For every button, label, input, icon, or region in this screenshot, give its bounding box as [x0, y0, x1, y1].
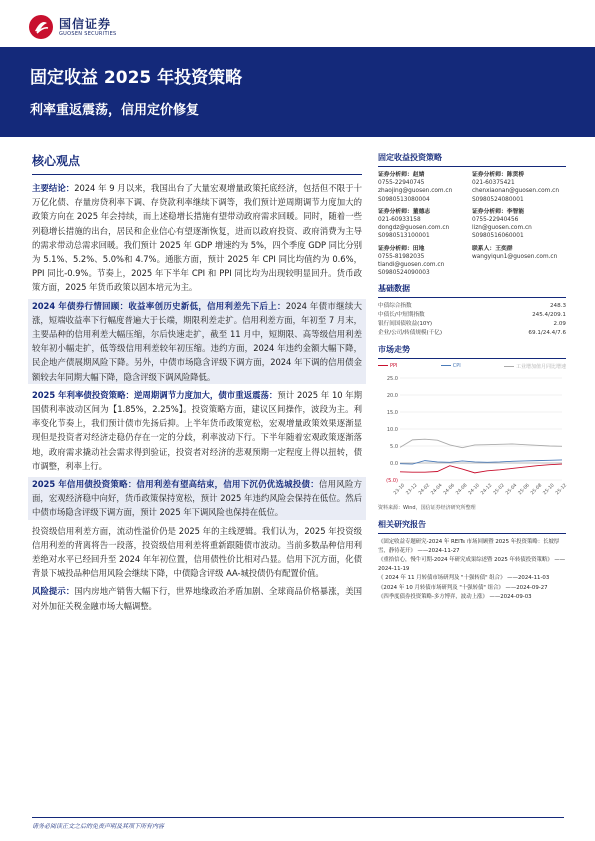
- paragraph-text: 预计 2025 年 10 年期国债利率波动区间为【1.85%，2.25%】。投资策略方面，建议区间操作，波段为主。利率变化节奏上，我们预计债市先扬后抑。上半年货币政策宽松，宏观增量政策效果逐渐显现但是投资者对经济走稳仍存在一定的分歧，利率波动下行。下半年随着宏观政策逐渐落地，政府需求撬动社会需求得到验证，投资者对经济的悲观预期一定程度上得以扭转，债市调整，利率上行。: [32, 389, 362, 471]
- analyst-lab: 联系人：王奕群: [472, 245, 513, 252]
- paragraph-keyword: 风险提示：: [32, 586, 75, 597]
- x-tick-label: 24-12: [480, 483, 494, 497]
- sidebar: [378, 152, 569, 603]
- basic-data-value: 248.3: [549, 303, 566, 310]
- related-report-link[interactable]: 《四季度债券投资策略-多方博弈，波动上涨》 ——2024-09-03: [378, 594, 532, 601]
- paragraph-text: 国内房地产销售大幅下行，世界地缘政治矛盾加剧、全球商品价格暴涨，美国对外加征关税金融市场大幅调整。: [32, 586, 362, 611]
- x-tick-label: 25-04: [505, 483, 519, 497]
- x-tick-label: 24-08: [455, 483, 469, 497]
- basic-data-key: 银行间国债收益(10Y): [378, 321, 433, 328]
- legend-ppi: PPI: [378, 363, 398, 370]
- x-tick-label: 25-08: [530, 483, 544, 497]
- brand-logo: [28, 14, 117, 40]
- legend-industrial: 工业增加值月同比增速: [504, 363, 566, 370]
- analyst-card: [378, 208, 472, 241]
- related-report-link[interactable]: 《重拾信心，慢牛可期-2024 年研究成果综述暨 2025 年转债投资策略》 ——2024-11-19: [378, 557, 566, 572]
- series-line: [400, 440, 562, 449]
- y-tick-label: 15.0: [386, 410, 398, 417]
- core-paragraph: [32, 181, 362, 295]
- related-report-link[interactable]: 《固定收益专题研究-2024 年 REITs 市场回顾暨 2025 年投资策略：长坡厚雪，静待花开》 ——2024-11-27: [378, 539, 560, 554]
- footer-divider: [32, 817, 564, 818]
- chart-svg: [378, 372, 569, 502]
- analyst-cert: S0980524080001: [472, 196, 524, 203]
- market-trend-chart: [378, 372, 569, 502]
- market-trend-title: 市场走势: [378, 344, 566, 359]
- title-banner: [0, 47, 595, 137]
- analyst-card: [378, 171, 472, 204]
- y-tick-label: 20.0: [386, 393, 398, 400]
- legend-cpi: CPI: [441, 363, 461, 370]
- strategy-title: 固定收益投资策略: [378, 152, 566, 167]
- report-title: 固定收益 2025 年投资策略: [30, 68, 243, 88]
- basic-data-key: 企业/公司/转债规模(千亿): [378, 330, 443, 337]
- brand-name-en: GUOSEN SECURITIES: [59, 30, 117, 37]
- basic-data-table: [378, 302, 566, 338]
- core-paragraph: [32, 388, 362, 473]
- analyst-cert: S0980513080004: [378, 196, 430, 203]
- basic-data-value: 245.4/209.1: [532, 312, 566, 319]
- analyst-card: [378, 245, 472, 278]
- analyst-email[interactable]: dongdz@guosen.com.cn: [378, 225, 450, 232]
- basic-data-key: 中债长/中短期指数: [378, 312, 425, 319]
- basic-data-row: [378, 302, 566, 311]
- basic-data-row: [378, 329, 566, 338]
- y-tick-label: 0.0: [390, 461, 398, 468]
- core-views: [32, 152, 362, 617]
- y-tick-label: (5.0): [386, 478, 398, 485]
- report-subtitle: 利率重返震荡，信用定价修复: [30, 103, 200, 118]
- analyst-email[interactable]: tiandi@guosen.com.cn: [378, 262, 445, 269]
- x-tick-label: 24-10: [467, 483, 481, 497]
- paragraph-keyword: 主要结论：: [32, 183, 75, 193]
- brand-name-cn: 国信证券: [59, 16, 112, 31]
- analyst-lab: 证券分析师：董德志: [378, 208, 431, 215]
- related-title: 相关研究报告: [378, 519, 566, 534]
- paragraph-text: 2024 年 9 月以来，我国出台了大量宏观增量政策托底经济，包括但不限于十万亿化债、存量房贷利率下调、存贷款利率继续下调等，我们预计逆周期调节力度加大的政策方向在 2025 年会持续，而上述稳增长措施有望带动政府需求回暖。同时，随着一些列稳增长措施的出台，居民和企业信心有望逐渐恢复，进而以政府投资、政府消费为主导的需求带动总需求回暖。我们预计 2025 年 GDP 增速约为 5%，四个季度 GDP 同比分别为 5.1%、5.2%、5.0%和 4.7%。通胀方面，预计 2025 年 CPI 同比均值约为 0.6%，PPI 同比-0.9%。节奏上，2025 年下半年 CPI 和 PPI 同比均为出现较明显回升。货币政策方面，2025 年货币政策以固本培元为主。: [32, 183, 362, 293]
- paragraph-text: 2024 年债市继续大涨，短端收益率下行幅度普遍大于长端，期限利差走扩。信用利差方面，年初至 7 月末，主要品种的信用利差大幅压缩，尔后快速走扩，截至 11 月中，短期限、高等级信用利差较年初小幅走扩，低等级信用利差较年初压缩。违约方面，2024 年违约金额大幅下降，民企地产债展期风险下降。另外，中债市场隐含评级下调方面，2024 年下调的信用债金额较去年同期大幅下降，隐含评级下调风险降低。: [32, 300, 362, 382]
- analyst-card: [472, 208, 566, 241]
- x-tick-label: 24-02: [418, 483, 432, 497]
- analyst-email[interactable]: zhaojing@guosen.com.cn: [378, 188, 453, 195]
- basic-data-value: 2.09: [553, 321, 566, 328]
- analyst-card: [472, 171, 566, 204]
- core-heading: 核心观点: [32, 152, 362, 175]
- x-tick-label: 24-06: [443, 483, 456, 497]
- paragraph-keyword: 2025 年利率债投资策略：逆周期调节力度加大，债市重返震荡：: [32, 389, 278, 400]
- paragraph-text: 投资级信用利差方面，流动性溢价仍是 2025 年的主线逻辑。我们认为，2025 年投资级信用利差的背离将告一段落，投资级信用利差将重新跟随债市波动。当前多数品种信用利差绝对水平已经回升至 2024 年年初位置，信用债性价比相对凸显。信用下沉方面，化债背景下城投品种信用风险会继续下降，中债隐含评级 AA-城投债仍有配置价值。: [32, 525, 362, 579]
- analyst-cert: S0980516060001: [472, 233, 524, 240]
- series-line: [400, 464, 562, 473]
- y-tick-label: 25.0: [386, 376, 398, 383]
- x-tick-label: 23-10: [393, 483, 407, 497]
- related-reports: [378, 538, 566, 602]
- basic-data-key: 中债综合指数: [378, 303, 412, 310]
- analyst-lab: 证券分析师：赵婧: [378, 172, 425, 178]
- x-tick-label: 25-06: [517, 483, 531, 497]
- basic-data-row: [378, 311, 566, 320]
- basic-data-row: [378, 320, 566, 329]
- analyst-phone: 0755-22940456: [472, 217, 519, 224]
- related-report-link[interactable]: 《2024 年 10 月转债市场研判及 "十强转债" 组合》 ——2024-09-27: [378, 584, 548, 591]
- analyst-email[interactable]: chenxiaonan@guosen.com.cn: [472, 188, 560, 195]
- brand-logo-icon: [28, 14, 54, 40]
- analyst-card: [472, 245, 566, 278]
- analyst-cert: S0980524090003: [378, 270, 430, 277]
- analyst-email[interactable]: lizn@guosen.com.cn: [472, 225, 532, 232]
- y-tick-label: 5.0: [390, 444, 398, 451]
- analyst-lab: 证券分析师：陈贯桥: [472, 172, 525, 178]
- x-tick-label: 25-12: [555, 483, 569, 497]
- x-tick-label: 24-04: [430, 483, 444, 497]
- related-report-link[interactable]: 《 2024 年 11 月转债市场研判及 "十强转债" 组合》 ——2024-11-03: [378, 575, 550, 582]
- core-paragraph: [32, 524, 362, 581]
- x-tick-label: 25-02: [492, 483, 506, 497]
- analyst-cert: S0980513100001: [378, 233, 430, 240]
- x-tick-label: 23-12: [405, 483, 419, 497]
- disclaimer-note: 请务必阅读正文之后的免责声明及其项下所有内容: [32, 823, 165, 830]
- basic-data-value: 69.1/24.4/7.6: [528, 330, 566, 337]
- x-tick-label: 25-10: [542, 483, 556, 497]
- core-paragraph: [28, 299, 366, 384]
- core-paragraphs: [32, 181, 362, 613]
- analyst-phone: 021-60375421: [472, 180, 515, 187]
- core-paragraph: [28, 477, 366, 520]
- y-tick-label: 10.0: [386, 427, 398, 434]
- series-line: [400, 460, 562, 464]
- paragraph-text: 信用风险方面，宏观经济稳中向好，货币政策保持宽松，预计 2025 年违约风险会保持在低位。然后中债市场隐含评级下调方面，预计 2025 年下调风险也保持在低位。: [32, 479, 362, 518]
- paragraph-keyword: 2024 年债券行情回顾：收益率创历史新低，信用利差先下后上：: [32, 300, 286, 311]
- paragraph-keyword: 2025 年信用债投资策略：信用利差有望高结束，信用下沉仍优选城投债：: [32, 479, 319, 490]
- basic-data-title: 基础数据: [378, 283, 566, 298]
- analyst-lab: 证券分析师：田地: [378, 245, 425, 252]
- chart-legend: [378, 363, 566, 370]
- core-paragraph: [32, 584, 362, 612]
- analyst-phone: 0755-81982035: [378, 253, 425, 260]
- analyst-lab: 证券分析师：李智能: [472, 208, 525, 215]
- analyst-phone: 021-60933158: [378, 217, 421, 224]
- analyst-email[interactable]: wangyiqun1@guosen.com.cn: [472, 253, 558, 260]
- analyst-list: [378, 171, 566, 277]
- chart-source: 资料来源：Wind，国信证券经济研究所整理: [378, 505, 476, 512]
- analyst-phone: 0755-22940745: [378, 180, 425, 187]
